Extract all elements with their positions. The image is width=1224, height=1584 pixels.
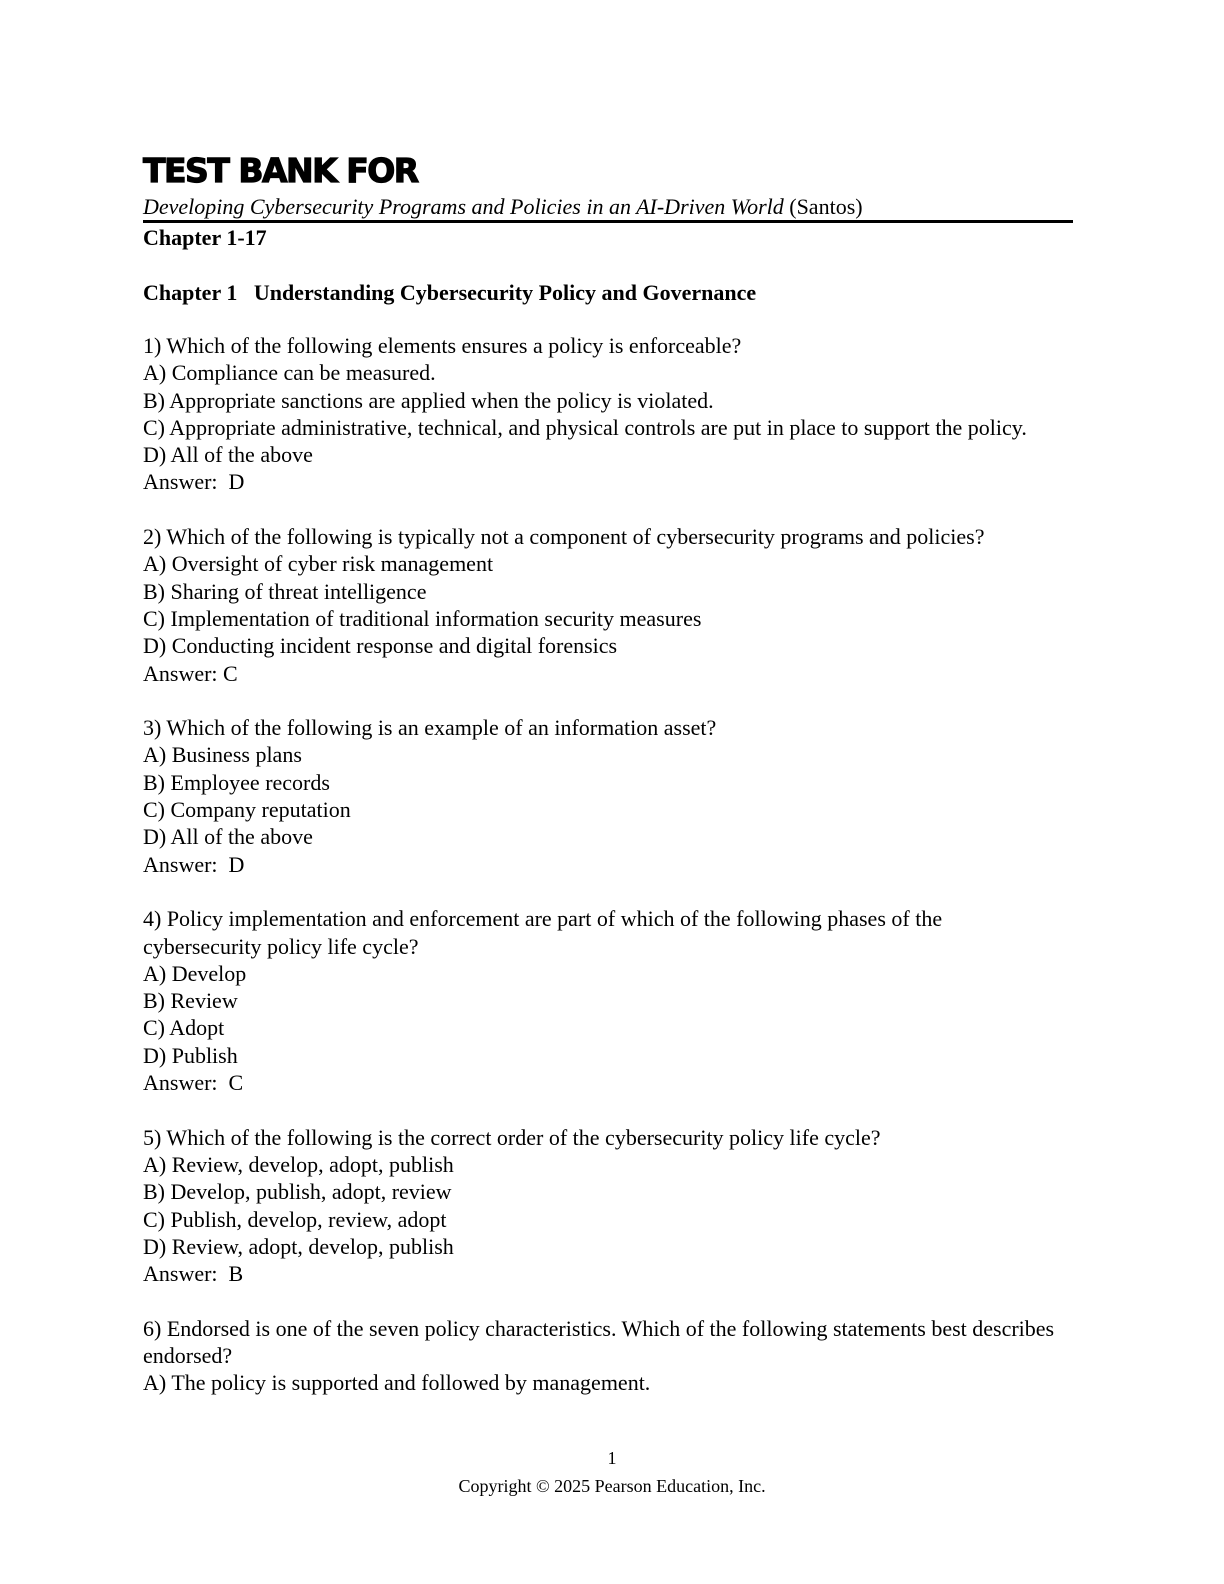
question-4 [143, 905, 1063, 1096]
question-stem: 2) Which of the following is typically not a component of cybersecurity programs and policies? [143, 524, 985, 550]
answer-option: A) Oversight of cyber risk management [143, 551, 494, 577]
question-stem: 1) Which of the following elements ensures a policy is enforceable? [143, 333, 742, 358]
answer-key: Answer: D [143, 851, 245, 877]
answer-key: Answer: C [143, 660, 238, 686]
header-title: TEST BANK FOR [143, 151, 418, 190]
question-stem: 6) Endorsed is one of the seven policy characteristics. Which of the following statements best describes endorsed? [143, 1315, 1055, 1368]
answer-option: C) Adopt [143, 1015, 225, 1041]
answer-key: Answer: D [143, 469, 245, 495]
answer-option: C) Company reputation [143, 797, 351, 823]
question-2 [143, 523, 1063, 687]
question-stem: 5) Which of the following is the correct order of the cybersecurity policy life cycle? [143, 1124, 881, 1150]
book-title: Developing Cybersecurity Programs and Policies in an AI-Driven World [143, 194, 784, 219]
answer-option: C) Implementation of traditional information security measures [143, 605, 702, 631]
chapter-range: Chapter 1-17 [143, 225, 267, 250]
question-stem: 3) Which of the following is an example of an information asset? [143, 715, 717, 741]
question-list [143, 332, 1063, 1424]
answer-option: B) Sharing of threat intelligence [143, 578, 427, 604]
header-rule [143, 220, 1073, 223]
question-3 [143, 714, 1063, 878]
answer-option: A) The policy is supported and followed by management. [143, 1370, 651, 1396]
answer-option: C) Publish, develop, review, adopt [143, 1206, 447, 1232]
answer-key: Answer: C [143, 1070, 244, 1096]
answer-option: B) Review [143, 988, 238, 1014]
answer-option: B) Employee records [143, 769, 330, 795]
answer-option: A) Business plans [143, 742, 302, 768]
question-stem: 4) Policy implementation and enforcement are part of which of the following phases of the cybersecurity policy life cycle? [143, 906, 943, 959]
book-author: (Santos) [783, 194, 863, 219]
answer-option: D) All of the above [143, 824, 313, 850]
answer-option: D) All of the above [143, 442, 313, 468]
answer-option: A) Develop [143, 960, 247, 986]
page-number: 1 [607, 1448, 617, 1468]
answer-option: B) Develop, publish, adopt, review [143, 1179, 452, 1205]
chapter-heading: Chapter 1 Understanding Cybersecurity Policy and Governance [143, 280, 757, 305]
copyright-notice: Copyright © 2025 Pearson Education, Inc. [458, 1476, 766, 1496]
answer-option: A) Compliance can be measured. [143, 360, 436, 386]
answer-option: C) Appropriate administrative, technical, and physical controls are put in place to support the policy. [143, 414, 1027, 440]
answer-option: D) Review, adopt, develop, publish [143, 1233, 454, 1259]
answer-option: A) Review, develop, adopt, publish [143, 1151, 454, 1177]
answer-option: D) Publish [143, 1042, 238, 1068]
book-subtitle [143, 193, 863, 220]
question-5 [143, 1124, 1063, 1288]
answer-option: D) Conducting incident response and digital forensics [143, 633, 618, 659]
question-6 [143, 1315, 1063, 1397]
answer-key: Answer: B [143, 1261, 244, 1287]
answer-option: B) Appropriate sanctions are applied when the policy is violated. [143, 387, 714, 413]
question-1 [143, 332, 1063, 496]
